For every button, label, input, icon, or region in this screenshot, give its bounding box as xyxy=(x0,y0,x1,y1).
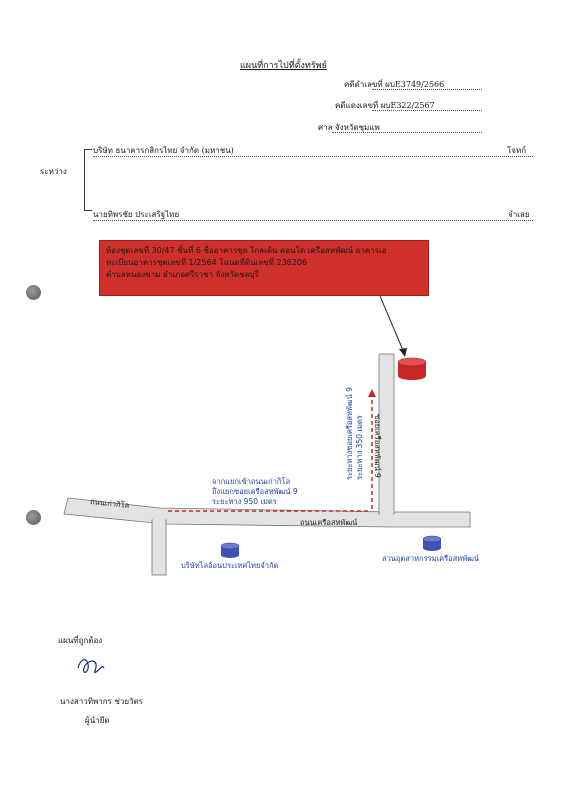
court-name: จังหวัดชุมแพ xyxy=(335,123,380,132)
black-case-label: คดีดำเลขที่ xyxy=(344,80,383,89)
target-marker xyxy=(398,358,426,380)
red-case-label: คดีแดงเลขที่ xyxy=(335,101,379,110)
between-label: ระหว่าง xyxy=(40,167,67,176)
road-junction xyxy=(380,508,393,526)
landmark-label-industrial-park: สวนอุตสาหกรรมเครือสหพัฒน์ xyxy=(382,554,480,563)
plaintiff-role: โจทก์ xyxy=(507,146,527,155)
distance-annotation-horizontal xyxy=(212,477,298,507)
distance-line: ระยะทาง 950 เมตร xyxy=(212,497,277,506)
address-line: ทะเบียนอาคารชุดเลขที่ 1/2564 โฉนดที่ดินเลขที่ 236206 xyxy=(106,258,308,267)
black-case-number: ผบE3749/2566 xyxy=(385,80,445,89)
defendant-name: นายทิพรชัย ประเสริฐไทย xyxy=(93,210,180,219)
distance-line: ระยะทาง 350 เมตร xyxy=(355,415,364,480)
landmark-label-lion: บริษัทไลอ้อนประเทศไทยจำกัด xyxy=(181,561,279,570)
court-label: ศาล xyxy=(318,123,333,132)
plaintiff-name: บริษัท ธนาคารกสิกรไทย จำกัด (มหาชน) xyxy=(93,146,234,155)
road-label-main: ถนนเครือสหพัฒน์ xyxy=(300,518,358,527)
distance-annotation-vertical xyxy=(345,380,365,480)
distance-line: จากแยกเข้าถนนเก่ากิโล xyxy=(212,477,291,486)
defendant-role: จำเลย xyxy=(508,210,530,219)
distance-line: ถึงแยกซอยเครือสหพัฒน์ 9 xyxy=(212,487,298,496)
red-case-number: ผบE322/2567 xyxy=(380,101,435,110)
landmark-marker-industrial-park xyxy=(423,536,441,551)
pointer-arrowhead xyxy=(399,348,407,357)
address-line: ตำบลหนองขาม อำเภอศรีราชา จังหวัดชลบุรี xyxy=(106,270,259,279)
road-side xyxy=(152,520,166,575)
signer-name: นางสาวทิพากร ช่วยวัตร xyxy=(60,697,144,706)
route-arrowhead xyxy=(368,389,376,397)
address-line: ห้องชุดเลขที่ 30/47 ชั้นที่ 6 ชื่ออาคารชุด ไกลเด้น คอนโด เครือสหพัฒน์ อาคารเอ xyxy=(106,246,387,255)
map-certified-label: แผนที่ถูกต้อง xyxy=(58,636,103,645)
road-junction xyxy=(153,516,165,525)
distance-line: ระยะทางซอยเครือสหพัฒน์ 9 xyxy=(345,387,354,480)
pointer-line xyxy=(380,296,405,355)
page-title: แผนที่การไปที่ตั้งทรัพย์ xyxy=(240,61,327,71)
landmark-marker-lion xyxy=(221,543,239,558)
signer-role: ผู้นำยึด xyxy=(85,716,110,725)
road-label-soi: ซอยเครือสหพัฒน์ 9 xyxy=(372,414,382,478)
signature-scribble xyxy=(78,660,104,673)
road-label-kaokilo: ถนนเก่ากิโล xyxy=(89,496,130,511)
